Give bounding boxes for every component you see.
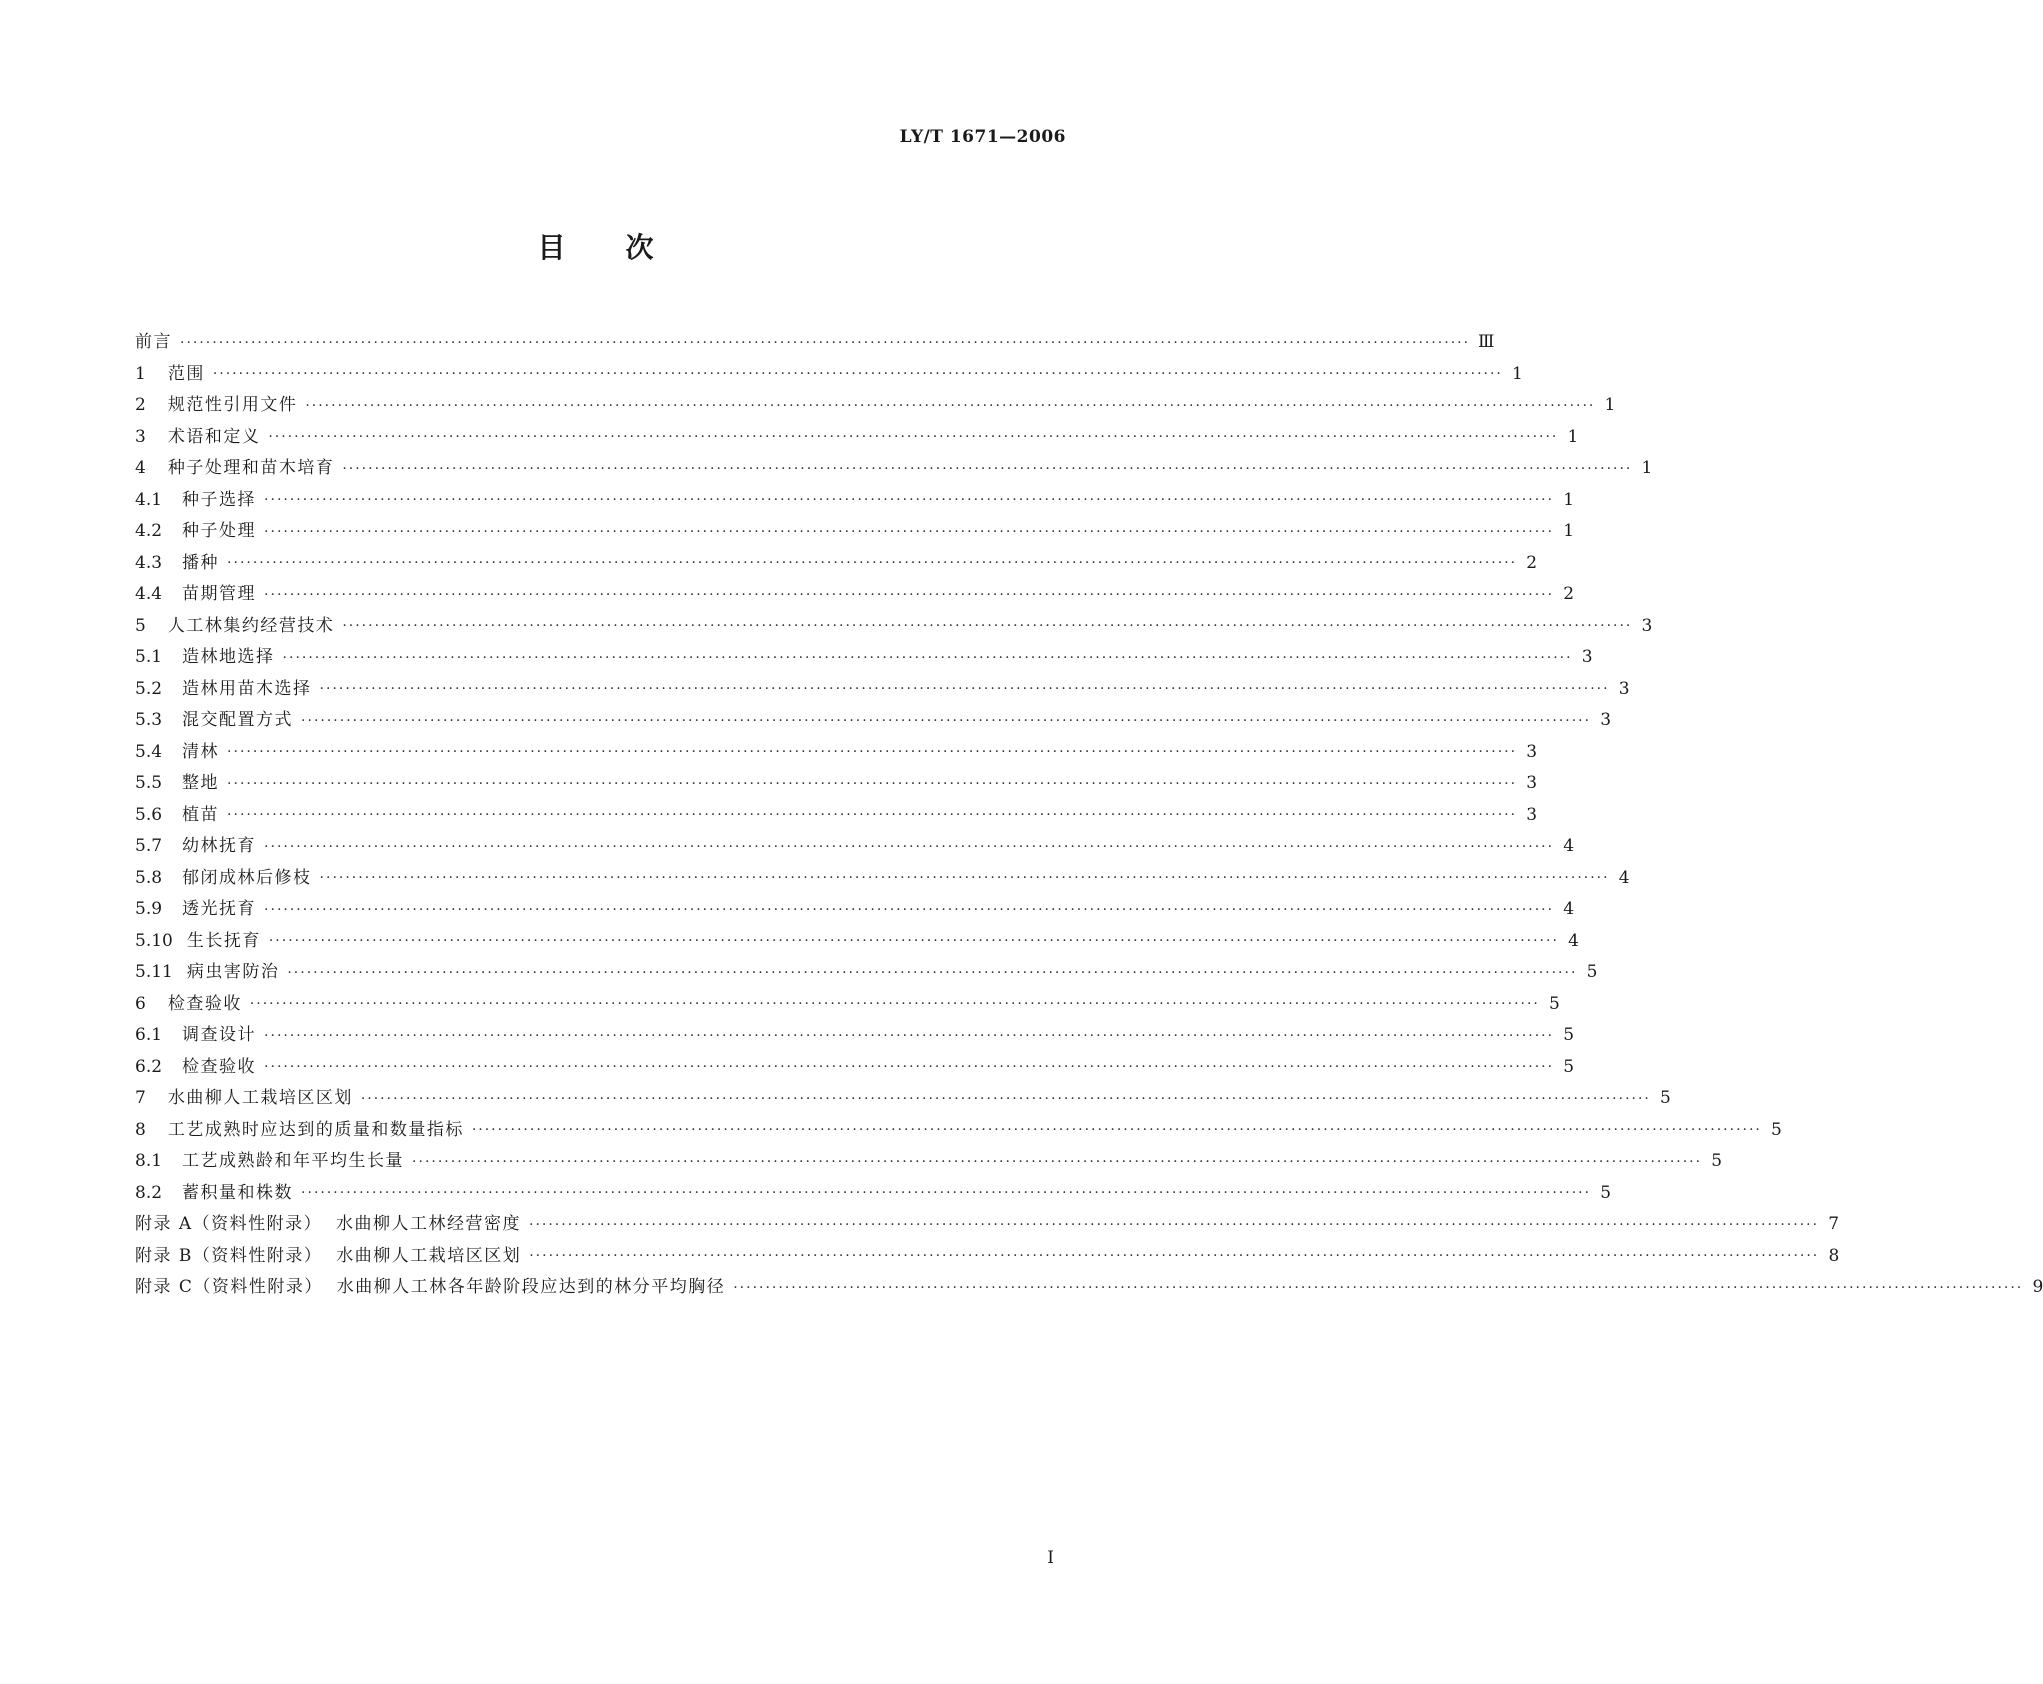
toc-entry[interactable]: [135, 453, 1653, 485]
toc-entry-page: 4: [1563, 899, 1575, 920]
toc-entry-page: 5: [1660, 1088, 1671, 1109]
toc-entry-number: 4.1: [135, 489, 163, 510]
toc-leader-dots: ········································································································································································································: [264, 1027, 1555, 1044]
toc-entry-label: 检查验收: [167, 993, 242, 1014]
toc-entry-number: 5.1: [135, 647, 163, 668]
toc-entry-number: 8.1: [135, 1151, 163, 1172]
toc-entry[interactable]: [135, 705, 1612, 737]
toc-entry-page: 3: [1526, 804, 1538, 825]
toc-entry-label: 工艺成熟龄和年平均生长量: [182, 1151, 405, 1172]
toc-entry-label: 透光抚育: [182, 899, 257, 920]
toc-entry-page: 3: [1600, 710, 1612, 731]
toc-entry-number: 5.11: [135, 962, 173, 983]
toc-entry-page: 5: [1600, 1182, 1612, 1203]
toc-entry-label: 苗期管理: [182, 584, 257, 605]
toc-entry-page: 1: [1641, 458, 1653, 479]
toc-entry-label: 附录 A（资料性附录） 水曲柳人工林经营密度: [135, 1214, 521, 1235]
title-char-2: 次: [625, 231, 654, 264]
toc-entry-page: 5: [1586, 962, 1598, 983]
toc-entry[interactable]: [135, 1020, 1575, 1052]
toc-entry-page: 5: [1711, 1151, 1723, 1172]
toc-entry-label: 前言: [135, 332, 172, 353]
toc-leader-dots: ········································································································································································································: [264, 586, 1555, 603]
toc-entry[interactable]: [135, 768, 1538, 800]
toc-entry-number: 5.5: [135, 773, 163, 794]
toc-leader-dots: ········································································································································································································: [287, 964, 1578, 981]
toc-entry-page: 5: [1771, 1119, 1782, 1140]
toc-entry[interactable]: [135, 642, 1593, 674]
toc-entry[interactable]: [135, 894, 1575, 926]
toc-leader-dots: ········································································································································································································: [301, 1185, 1592, 1202]
toc-entry-number: 4: [135, 458, 146, 479]
toc-entry[interactable]: [135, 1272, 2043, 1304]
page-number: I: [1047, 1548, 1054, 1568]
toc-leader-dots: ········································································································································································································: [282, 649, 1573, 666]
toc-leader-dots: ········································································································································································································: [180, 334, 1471, 351]
toc-entry[interactable]: [135, 800, 1538, 832]
toc-entry-page: 3: [1641, 615, 1653, 636]
toc-entry-page: 2: [1563, 584, 1575, 605]
toc-entry-number: 5.8: [135, 867, 163, 888]
toc-leader-dots: ········································································································································································································: [529, 1248, 1820, 1265]
toc-entry-number: 6.2: [135, 1056, 163, 1077]
toc-entry-page: 7: [1828, 1214, 1840, 1235]
toc-entry-label: 植苗: [182, 804, 220, 825]
toc-entry[interactable]: [135, 1115, 1782, 1147]
toc-entry[interactable]: [135, 1146, 1723, 1178]
toc-entry-label: 生长抚育: [186, 930, 261, 951]
toc-entry-page: 3: [1581, 647, 1593, 668]
toc-entry[interactable]: [135, 737, 1538, 769]
toc-entry[interactable]: [135, 422, 1579, 454]
toc-entry-number: 3: [135, 426, 146, 447]
toc-entry-label: 规范性引用文件: [167, 395, 298, 416]
toc-entry-number: 6.1: [135, 1025, 163, 1046]
toc-entry-page: 1: [1563, 521, 1575, 542]
toc-entry-label: 水曲柳人工栽培区区划: [167, 1088, 353, 1109]
toc-leader-dots: ········································································································································································································: [264, 1059, 1555, 1076]
toc-leader-dots: ········································································································································································································: [227, 744, 1518, 761]
toc-entry-page: 1: [1512, 363, 1523, 384]
table-of-contents: [135, 327, 2043, 1304]
toc-entry-number: 7: [135, 1088, 146, 1109]
toc-entry-label: 附录 C（资料性附录） 水曲柳人工林各年龄阶段应达到的林分平均胸径: [135, 1277, 726, 1298]
toc-leader-dots: ········································································································································································································: [212, 366, 1503, 383]
toc-leader-dots: ········································································································································································································: [319, 681, 1610, 698]
toc-entry[interactable]: [135, 516, 1575, 548]
toc-entry-label: 种子处理和苗木培育: [167, 458, 335, 479]
toc-entry-number: 5.10: [135, 930, 173, 951]
toc-entry-page: 1: [1563, 489, 1575, 510]
toc-entry-page: 8: [1828, 1245, 1840, 1266]
toc-entry-number: 4.3: [135, 552, 163, 573]
toc-leader-dots: ········································································································································································································: [268, 429, 1559, 446]
toc-leader-dots: ········································································································································································································: [360, 1090, 1651, 1107]
toc-entry[interactable]: [135, 957, 1598, 989]
toc-entry[interactable]: [135, 548, 1538, 580]
toc-leader-dots: ········································································································································································································: [264, 492, 1555, 509]
toc-entry-label: 造林用苗木选择: [182, 678, 312, 699]
toc-leader-dots: ········································································································································································································: [264, 838, 1555, 855]
toc-entry-number: 4.4: [135, 584, 163, 605]
toc-entry[interactable]: [135, 611, 1653, 643]
toc-leader-dots: ········································································································································································································: [471, 1122, 1762, 1139]
toc-leader-dots: ········································································································································································································: [268, 933, 1559, 950]
toc-entry-page: 1: [1567, 426, 1579, 447]
toc-leader-dots: ········································································································································································································: [529, 1216, 1820, 1233]
toc-entry-number: 8: [135, 1119, 146, 1140]
toc-entry-number: 6: [135, 993, 146, 1014]
toc-entry[interactable]: [135, 1178, 1612, 1210]
toc-entry-page: 2: [1526, 552, 1538, 573]
toc-entry[interactable]: [135, 831, 1575, 863]
toc-entry-page: 3: [1526, 773, 1538, 794]
toc-entry[interactable]: [135, 863, 1630, 895]
toc-entry-number: 1: [135, 363, 146, 384]
toc-entry-page: 3: [1618, 678, 1630, 699]
toc-entry[interactable]: [135, 579, 1575, 611]
toc-entry-label: 整地: [182, 773, 220, 794]
toc-entry-label: 范围: [167, 363, 205, 384]
toc-leader-dots: ········································································································································································································: [227, 775, 1518, 792]
toc-entry-label: 播种: [182, 552, 220, 573]
toc-entry[interactable]: [135, 359, 1523, 391]
toc-entry-number: 5.6: [135, 804, 163, 825]
toc-leader-dots: ········································································································································································································: [301, 712, 1592, 729]
toc-entry-page: 5: [1549, 993, 1560, 1014]
toc-entry[interactable]: [135, 1052, 1575, 1084]
toc-entry-label: 检查验收: [182, 1056, 257, 1077]
toc-entry-label: 清林: [182, 741, 220, 762]
toc-entry-page: 5: [1563, 1025, 1575, 1046]
toc-entry[interactable]: [135, 390, 1616, 422]
toc-entry-label: 造林地选择: [182, 647, 275, 668]
toc-entry-label: 种子处理: [182, 521, 257, 542]
toc-entry-number: 5.3: [135, 710, 163, 731]
toc-entry[interactable]: [135, 674, 1630, 706]
toc-entry-number: 5.2: [135, 678, 163, 699]
toc-leader-dots: ········································································································································································································: [342, 618, 1633, 635]
toc-entry[interactable]: [135, 485, 1575, 517]
toc-entry-label: 术语和定义: [167, 426, 261, 447]
toc-entry-label: 种子选择: [182, 489, 257, 510]
toc-entry-label: 调查设计: [182, 1025, 257, 1046]
toc-entry-number: 5.4: [135, 741, 163, 762]
toc-leader-dots: ········································································································································································································: [733, 1279, 2024, 1296]
toc-entry-page: 4: [1618, 867, 1630, 888]
page-title: [0, 226, 1191, 266]
toc-entry[interactable]: [135, 989, 1560, 1021]
toc-leader-dots: ········································································································································································································: [319, 870, 1610, 887]
toc-entry[interactable]: [135, 926, 1579, 958]
toc-entry-page: 4: [1568, 930, 1579, 951]
toc-entry-page: 4: [1563, 836, 1575, 857]
toc-entry-number: 5.7: [135, 836, 163, 857]
toc-leader-dots: ········································································································································································································: [264, 523, 1555, 540]
toc-entry[interactable]: [135, 1083, 1671, 1115]
toc-entry-number: 2: [135, 395, 146, 416]
toc-entry-label: 幼林抚育: [182, 836, 257, 857]
toc-entry-label: 蓄积量和株数: [182, 1182, 294, 1203]
toc-entry-label: 人工林集约经营技术: [167, 615, 335, 636]
toc-entry-label: 混交配置方式: [182, 710, 294, 731]
toc-entry-page: Ⅲ: [1478, 332, 1495, 353]
toc-leader-dots: ········································································································································································································: [264, 901, 1555, 918]
toc-entry-page: 1: [1604, 395, 1616, 416]
toc-entry-page: 9: [2032, 1277, 2043, 1298]
toc-entry-label: 病虫害防治: [186, 962, 280, 983]
toc-leader-dots: ········································································································································································································: [227, 807, 1518, 824]
toc-entry-label: 附录 B（资料性附录） 水曲柳人工栽培区区划: [135, 1245, 522, 1266]
toc-leader-dots: ········································································································································································································: [342, 460, 1633, 477]
toc-entry[interactable]: [135, 327, 1495, 359]
toc-entry-page: 5: [1563, 1056, 1575, 1077]
toc-entry-number: 8.2: [135, 1182, 163, 1203]
standard-code: LY/T 1671—2006: [899, 127, 1066, 147]
toc-entry[interactable]: [135, 1209, 1840, 1241]
toc-entry[interactable]: [135, 1241, 1840, 1273]
toc-entry-label: 郁闭成林后修枝: [182, 867, 312, 888]
toc-leader-dots: ········································································································································································································: [227, 555, 1518, 572]
toc-leader-dots: ········································································································································································································: [305, 397, 1596, 414]
title-char-1: 目: [537, 231, 566, 264]
toc-entry-page: 3: [1526, 741, 1538, 762]
toc-leader-dots: ········································································································································································································: [412, 1153, 1703, 1170]
toc-entry-number: 5.9: [135, 899, 163, 920]
toc-entry-number: 5: [135, 615, 146, 636]
toc-entry-label: 工艺成熟时应达到的质量和数量指标: [167, 1119, 464, 1140]
toc-leader-dots: ········································································································································································································: [249, 996, 1540, 1013]
toc-entry-number: 4.2: [135, 521, 163, 542]
